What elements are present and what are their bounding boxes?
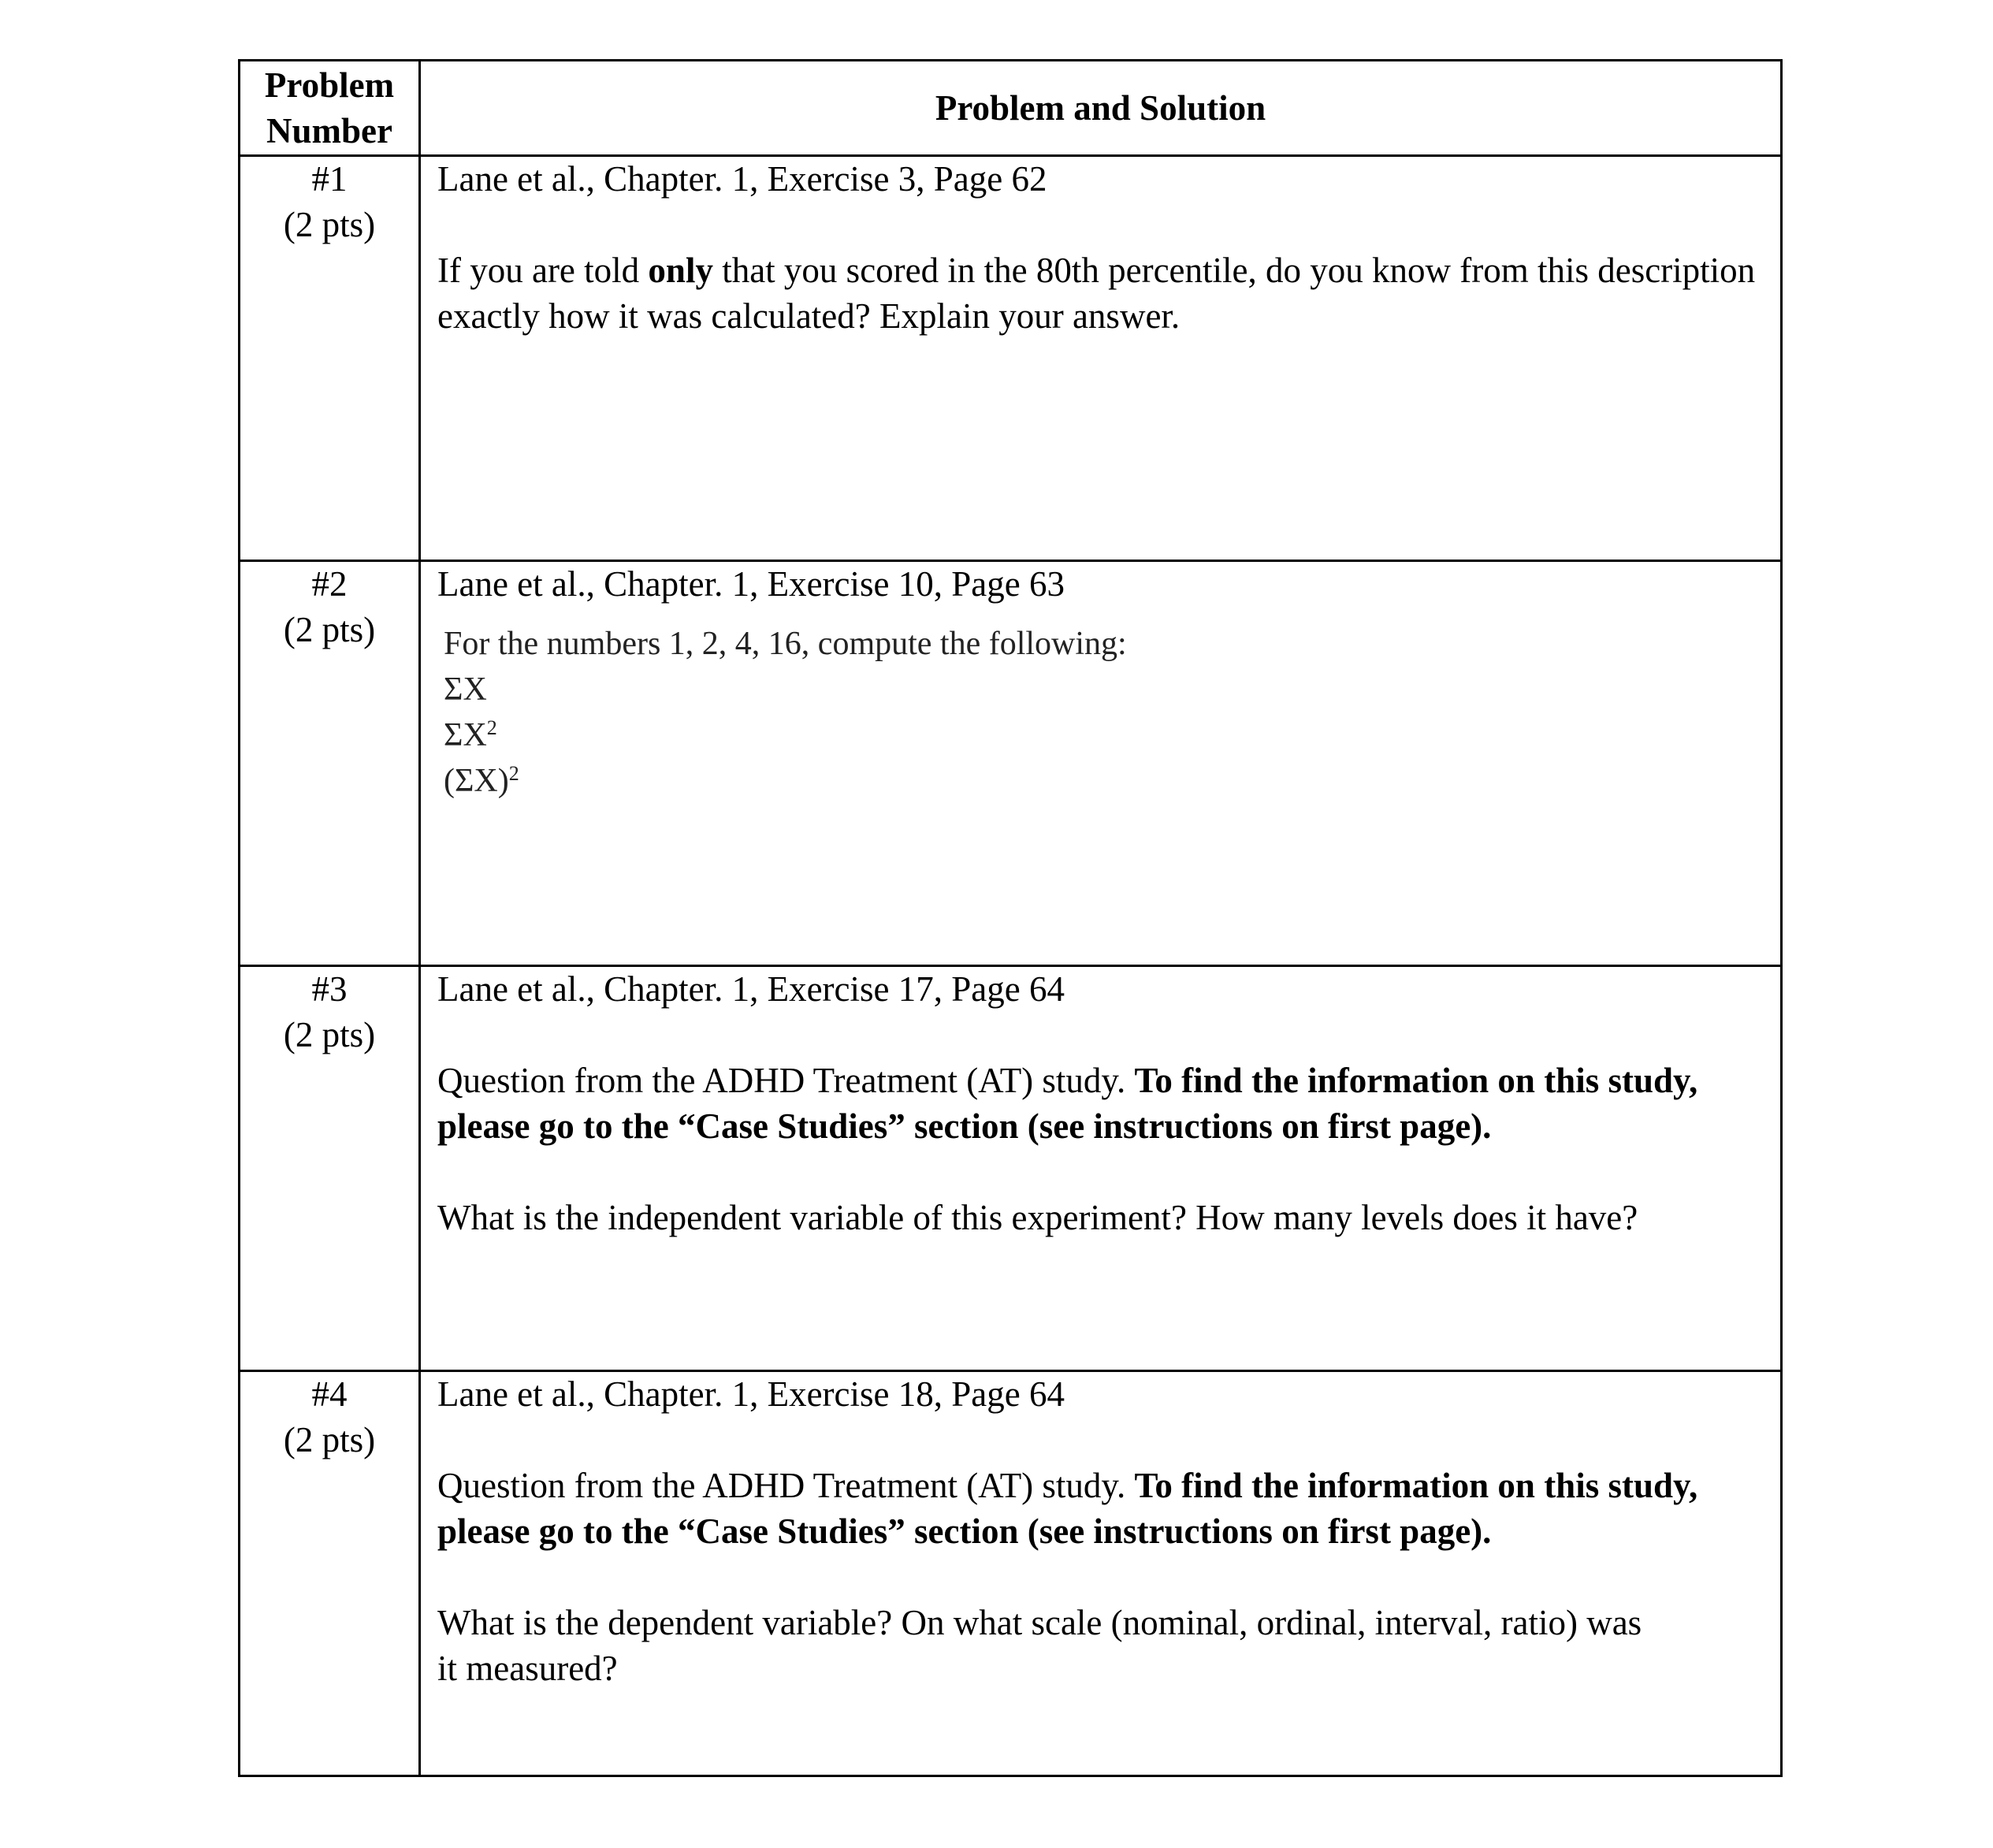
- sum-x: ΣX: [444, 671, 487, 708]
- problem-context: Question from the ADHD Treatment (AT) study. To find the information on this study, please go to the “Case Studies” section (see instructions on first page).: [437, 1466, 1698, 1551]
- problem-1-number-cell: [240, 156, 418, 247]
- problem-question: What is the independent variable of this experiment? How many levels does it have?: [437, 1198, 1638, 1237]
- sum-x-squared: $\Sigma X^2$: [444, 716, 497, 753]
- exercise-intro: For the numbers 1, 2, 4, 16, compute the following:: [444, 626, 1127, 662]
- header-problem-number: [240, 61, 418, 154]
- problem-3-solution-cell: [437, 966, 1764, 1240]
- problem-source: Lane et al., Chapter. 1, Exercise 17, Page 64: [437, 969, 1065, 1009]
- problem-2-solution-cell: [437, 561, 1764, 804]
- header-number-line2: Number: [266, 111, 392, 151]
- problem-points: (2 pts): [283, 205, 376, 244]
- problem-source: Lane et al., Chapter. 1, Exercise 18, Page 64: [437, 1374, 1065, 1414]
- problem-context: Question from the ADHD Treatment (AT) study. To find the information on this study, please go to the “Case Studies” section (see instructions on first page).: [437, 1061, 1698, 1146]
- problem-4-solution-cell: [437, 1371, 1764, 1691]
- problem-number: #1: [311, 159, 348, 199]
- problem-3-number-cell: [240, 966, 418, 1058]
- problem-points: (2 pts): [283, 610, 376, 649]
- header-number-line1: Problem: [264, 65, 395, 105]
- scanned-exercise: [437, 621, 1764, 804]
- problem-points: (2 pts): [283, 1015, 376, 1054]
- problem-source: Lane et al., Chapter. 1, Exercise 3, Page 62: [437, 159, 1047, 199]
- problem-question: If you are told only that you scored in the 80th percentile, do you know from this description exactly how it was calculated? Explain your answer.: [437, 251, 1756, 336]
- problem-points: (2 pts): [283, 1420, 376, 1459]
- problem-number: #4: [311, 1374, 348, 1414]
- header-problem-solution: Problem and Solution: [935, 88, 1266, 128]
- problem-number: #3: [311, 969, 348, 1009]
- sum-x-all-squared: $(\Sigma X)^2$: [444, 762, 519, 799]
- problem-table: [238, 59, 1783, 1777]
- problem-4-number-cell: [240, 1371, 418, 1463]
- problem-question: What is the dependent variable? On what scale (nominal, ordinal, interval, ratio) was it measured?: [437, 1603, 1642, 1688]
- problem-number: #2: [311, 564, 348, 604]
- column-divider: [418, 61, 421, 1775]
- problem-source: Lane et al., Chapter. 1, Exercise 10, Page 63: [437, 564, 1065, 604]
- problem-2-number-cell: [240, 561, 418, 653]
- problem-1-solution-cell: [437, 156, 1764, 339]
